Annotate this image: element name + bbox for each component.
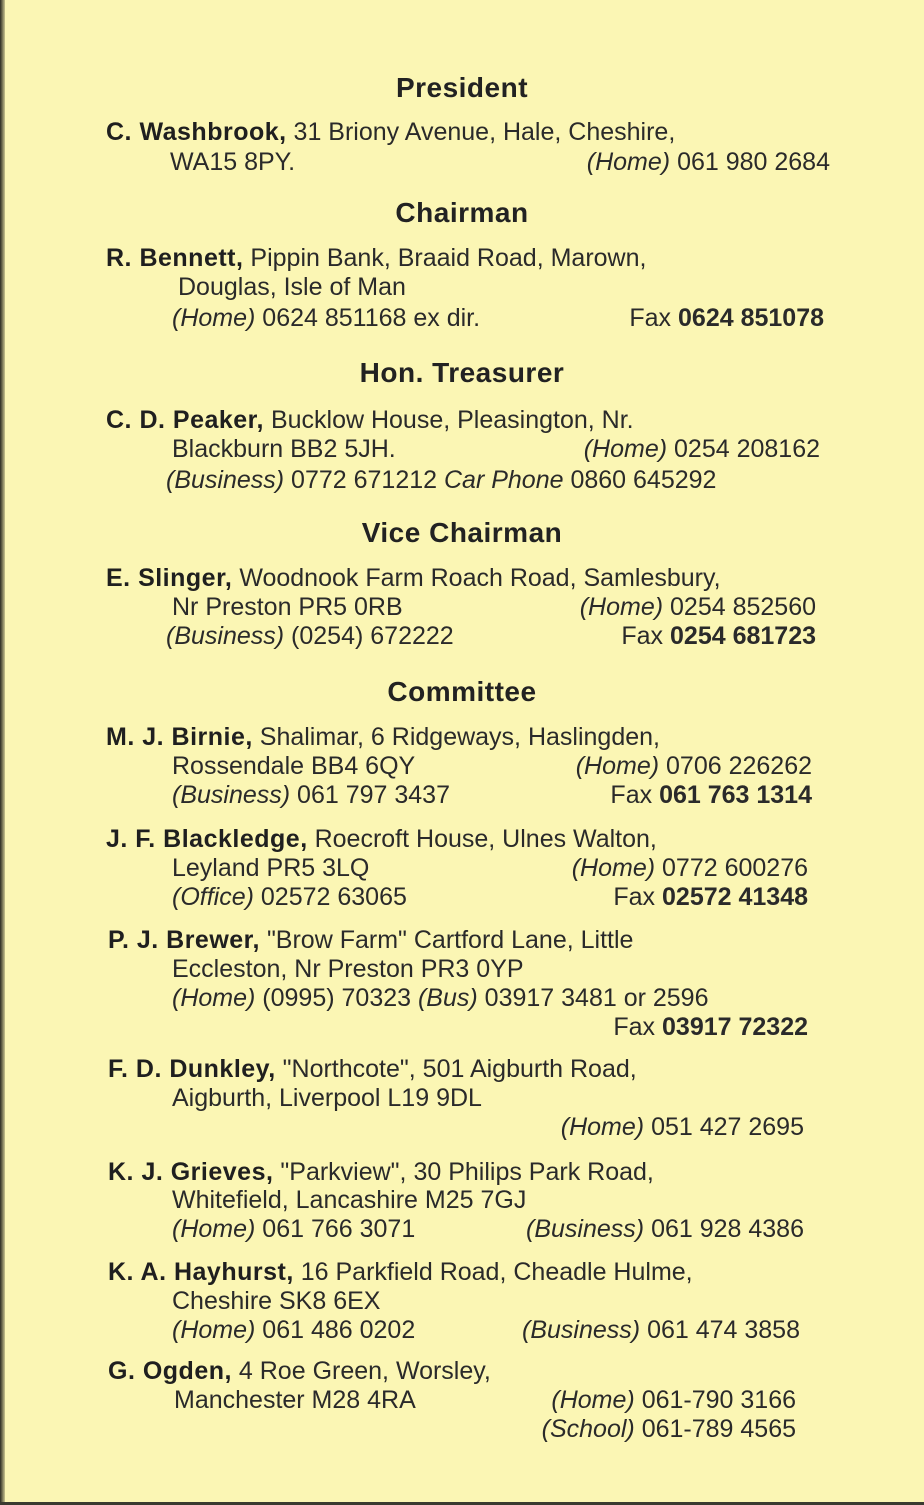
grieves-line-3 xyxy=(172,1214,804,1244)
brewer-address-2: Eccleston, Nr Preston PR3 0YP xyxy=(172,955,524,983)
president-line-2 xyxy=(170,147,830,177)
president-heading: President xyxy=(395,72,529,103)
home-label: (Home) xyxy=(579,593,664,621)
office-label: (Office) xyxy=(172,883,254,911)
chairman-line-3 xyxy=(172,303,824,333)
ogden-line-3 xyxy=(174,1414,796,1444)
treasurer-address-2: Blackburn BB2 5JH. xyxy=(172,435,396,463)
bus-label: (Bus) xyxy=(417,984,478,1012)
grieves-business xyxy=(526,1214,804,1244)
business-phone: 061 928 4386 xyxy=(651,1215,804,1243)
chairman-address-1: Pippin Bank, Braaid Road, Marown, xyxy=(250,244,647,272)
business-phone: (0254) 672222 xyxy=(291,622,454,650)
hayhurst-address-2: Cheshire SK8 6EX xyxy=(172,1287,381,1315)
birnie-line-3 xyxy=(172,780,812,810)
bus-phone: 03917 3481 or 2596 xyxy=(484,984,709,1012)
dunkley-name: F. D. Dunkley, xyxy=(108,1055,276,1083)
birnie-line-1 xyxy=(106,722,810,752)
vice-chairman-home xyxy=(580,592,816,622)
home-phone: 061-790 3166 xyxy=(641,1386,796,1414)
blackledge-home xyxy=(572,853,808,883)
vice-chairman-name: E. Slinger, xyxy=(106,564,233,592)
fax-label: Fax xyxy=(621,622,664,650)
blackledge-address-1: Roecroft House, Ulnes Walton, xyxy=(314,825,657,853)
home-label: (Home) xyxy=(172,1316,256,1344)
home-phone: 061 980 2684 xyxy=(677,148,830,176)
ogden-name: G. Ogden, xyxy=(108,1357,232,1385)
blackledge-line-1 xyxy=(106,824,657,854)
brewer-line-4 xyxy=(172,1012,808,1042)
chairman-name: R. Bennett, xyxy=(106,244,244,272)
chairman-fax xyxy=(629,303,824,333)
ogden-line-2 xyxy=(174,1385,796,1415)
fax-number: 03917 72322 xyxy=(662,1013,808,1041)
blackledge-line-3 xyxy=(172,882,808,912)
brewer-name: P. J. Brewer, xyxy=(108,926,260,954)
grieves-address-1: "Parkview", 30 Philips Park Road, xyxy=(280,1158,654,1186)
business-label: (Business) xyxy=(166,622,285,650)
chairman-heading: Chairman xyxy=(395,197,529,228)
ogden-home xyxy=(551,1385,796,1415)
hayhurst-address-1: 16 Parkfield Road, Cheadle Hulme, xyxy=(300,1258,693,1286)
brewer-address-1: "Brow Farm" Cartford Lane, Little xyxy=(266,926,634,954)
grieves-name: K. J. Grieves, xyxy=(108,1158,274,1186)
vice-chairman-fax xyxy=(621,621,816,651)
home-label: (Home) xyxy=(172,1215,256,1243)
blackledge-name: J. F. Blackledge, xyxy=(106,825,308,853)
home-phone: (0995) 70323 xyxy=(262,984,412,1012)
birnie-address-1: Shalimar, 6 Ridgeways, Haslingden, xyxy=(259,723,660,751)
ogden-line-1 xyxy=(108,1356,491,1386)
vice-chairman-line-3 xyxy=(166,621,816,651)
fax-label: Fax xyxy=(610,781,653,809)
home-phone: 0254 208162 xyxy=(674,435,820,463)
fax-number: 061 763 1314 xyxy=(659,781,812,809)
business-label: (Business) xyxy=(172,781,291,809)
car-phone: 0860 645292 xyxy=(570,466,717,494)
home-phone: 0706 226262 xyxy=(666,752,812,780)
treasurer-line-3 xyxy=(166,465,820,495)
treasurer-heading: Hon. Treasurer xyxy=(359,357,565,388)
fax-number: 02572 41348 xyxy=(662,883,808,911)
brewer-line-3 xyxy=(172,983,808,1013)
birnie-fax xyxy=(610,780,812,810)
home-label: (Home) xyxy=(575,752,660,780)
committee-heading: Committee xyxy=(387,676,537,707)
vice-chairman-line-2 xyxy=(172,592,816,622)
business-label: (Business) xyxy=(526,1215,645,1243)
ogden-address-1: 4 Roe Green, Worsley, xyxy=(238,1357,491,1385)
hayhurst-line-1 xyxy=(108,1257,804,1287)
home-phone: 0772 600276 xyxy=(662,854,808,882)
treasurer-name: C. D. Peaker, xyxy=(106,406,264,434)
home-phone: 051 427 2695 xyxy=(651,1113,804,1141)
grieves-address-2: Whitefield, Lancashire M25 7GJ xyxy=(172,1186,527,1214)
business-phone: 061 797 3437 xyxy=(297,781,450,809)
home-label: (Home) xyxy=(583,435,668,463)
business-label: (Business) xyxy=(522,1316,641,1344)
treasurer-line-1 xyxy=(106,405,820,435)
president-address-1: 31 Briony Avenue, Hale, Cheshire, xyxy=(293,118,676,146)
chairman-address-2: Douglas, Isle of Man xyxy=(178,273,406,301)
home-label: (Home) xyxy=(172,304,256,332)
home-phone: 0624 851168 ex dir. xyxy=(262,304,481,332)
office-phone: 02572 63065 xyxy=(260,883,407,911)
dunkley-address-1: "Northcote", 501 Aigburth Road, xyxy=(282,1055,637,1083)
vice-chairman-line-1 xyxy=(106,563,721,593)
dunkley-address-2: Aigburth, Liverpool L19 9DL xyxy=(172,1084,482,1112)
blackledge-fax xyxy=(613,882,808,912)
fax-number: 0624 851078 xyxy=(678,304,824,332)
business-phone: 061 474 3858 xyxy=(647,1316,800,1344)
treasurer-home xyxy=(584,434,820,464)
birnie-address-2: Rossendale BB4 6QY xyxy=(172,752,416,780)
home-phone: 0254 852560 xyxy=(670,593,816,621)
birnie-line-2 xyxy=(172,751,812,781)
treasurer-address-1: Bucklow House, Pleasington, Nr. xyxy=(270,406,634,434)
grieves-line-1 xyxy=(108,1157,804,1187)
school-phone: 061-789 4565 xyxy=(641,1415,796,1443)
business-label: (Business) xyxy=(166,466,285,494)
president-address-2: WA15 8PY. xyxy=(170,148,296,176)
treasurer-line-2 xyxy=(172,434,820,464)
hayhurst-business xyxy=(522,1315,800,1345)
fax-label: Fax xyxy=(629,304,672,332)
business-phone: 0772 671212 xyxy=(291,466,438,494)
home-label: (Home) xyxy=(551,1386,635,1414)
school-label: (School) xyxy=(541,1415,635,1443)
dunkley-line-1 xyxy=(108,1054,808,1084)
dunkley-line-3 xyxy=(172,1112,804,1142)
hayhurst-name: K. A. Hayhurst, xyxy=(108,1258,294,1286)
fax-number: 0254 681723 xyxy=(670,622,816,650)
fax-label: Fax xyxy=(613,1013,656,1041)
birnie-name: M. J. Birnie, xyxy=(106,723,253,751)
blackledge-address-2: Leyland PR5 3LQ xyxy=(172,854,370,882)
hayhurst-line-3 xyxy=(172,1315,800,1345)
president-home xyxy=(587,147,830,177)
home-phone: 061 766 3071 xyxy=(262,1215,416,1243)
ogden-address-2: Manchester M28 4RA xyxy=(174,1386,416,1414)
chairman-line-1 xyxy=(106,243,646,273)
vice-chairman-address-1: Woodnook Farm Roach Road, Samlesbury, xyxy=(239,564,721,592)
vice-chairman-address-2: Nr Preston PR5 0RB xyxy=(172,593,403,621)
home-label: (Home) xyxy=(560,1113,645,1141)
president-line-1 xyxy=(106,117,830,147)
home-label: (Home) xyxy=(172,984,256,1012)
fax-label: Fax xyxy=(613,883,656,911)
blackledge-line-2 xyxy=(172,853,808,883)
birnie-home xyxy=(576,751,812,781)
home-label: (Home) xyxy=(571,854,656,882)
president-name: C. Washbrook, xyxy=(106,118,287,146)
vice-chairman-heading: Vice Chairman xyxy=(361,517,563,548)
home-phone: 061 486 0202 xyxy=(262,1316,416,1344)
home-label: (Home) xyxy=(586,148,671,176)
brewer-line-1 xyxy=(108,925,808,955)
car-phone-label: Car Phone xyxy=(443,466,564,494)
